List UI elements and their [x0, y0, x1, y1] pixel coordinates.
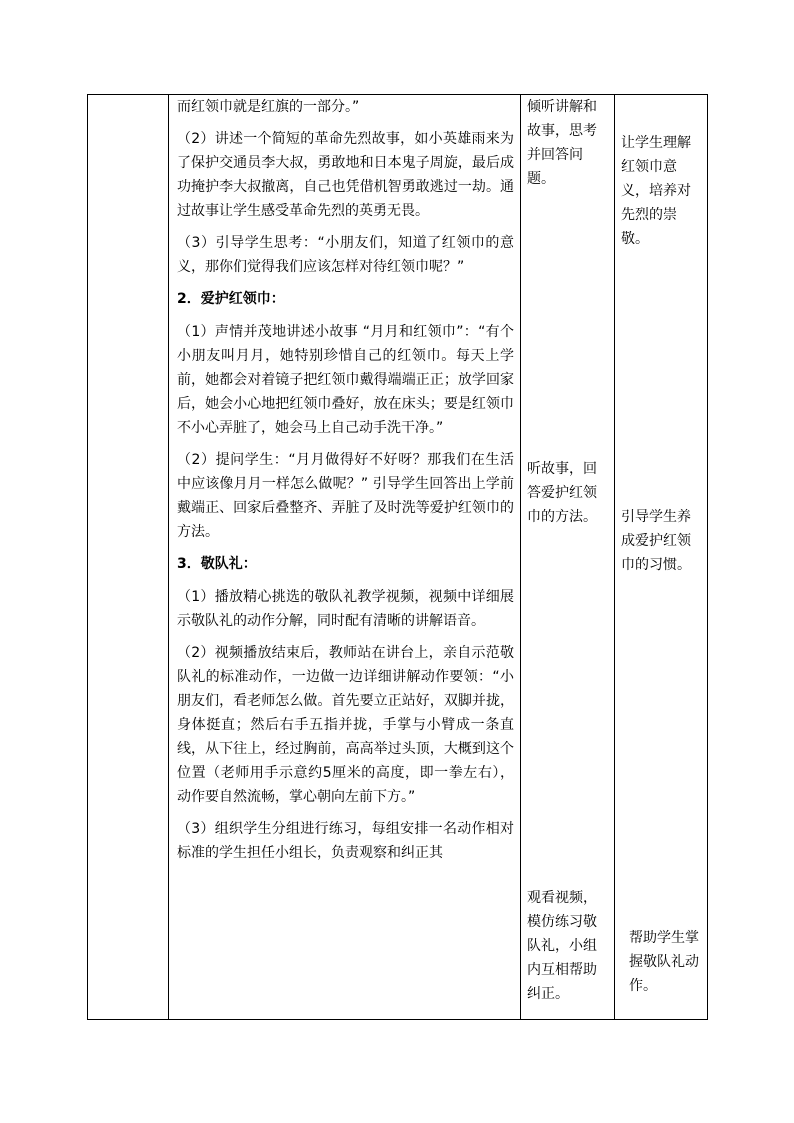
content-paragraph: （3）引导学生思考：“小朋友们，知道了红领巾的意义，那你们觉得我们应该怎样对待红领巾呢？” — [177, 235, 514, 275]
content-paragraph: （2）视频播放结束后，教师站在讲台上，亲自示范敬队礼的标准动作，一边做一边详细讲解动作要领：“小朋友们，看老师怎么做。首先要立正站好，双脚并拢，身体挺直；然后右手五指并拢，手掌与小臂成一条直线，从下往上，经过胸前，高高举过头顶，大概到这个位置（老师用手示意约5厘米的高度，即一拳左右），动作要自然流畅，掌心朝向左前下方。” — [177, 645, 514, 805]
lesson-plan-table — [87, 94, 708, 1020]
design-intent-3: 帮助学生掌握敬队礼动作。 — [629, 930, 699, 994]
section-heading: 3．敬队礼： — [177, 556, 257, 572]
content-paragraph: （1）声情并茂地讲述小故事 “月月和红领巾”：“有个小朋友叫月月，她特别珍惜自己的红领巾。每天上学前，她都会对着镜子把红领巾戴得端端正正；放学回家后，她会小心地把红领巾叠好，放在床头；要是红领巾不小心弄脏了，她会马上自己动手洗干净。” — [177, 324, 514, 436]
teacher-activity-cell — [169, 95, 521, 1020]
teacher-activity-content — [169, 95, 520, 873]
content-paragraph: （3）组织学生分组进行练习，每组安排一名动作相对标准的学生担任小组长，负责观察和纠正其 — [177, 821, 514, 861]
stage-cell — [88, 95, 169, 1020]
content-paragraph: 而红领巾就是红旗的一部分。” — [177, 99, 360, 115]
student-activity-3: 观看视频，模仿练习敬队礼，小组内互相帮助纠正。 — [527, 890, 597, 1002]
student-activity-cell — [521, 95, 615, 1020]
design-intent-2: 引导学生养成爱护红领巾的习惯。 — [621, 509, 691, 573]
content-paragraph: （2）提问学生：“月月做得好不好呀？那我们在生活中应该像月月一样怎么做呢？” 引导学生回答出上学前戴端正、回家后叠整齐、弄脏了及时洗等爱护红领巾的方法。 — [177, 452, 514, 540]
table-row — [88, 95, 708, 1020]
student-activity-1: 倾听讲解和故事，思考并回答问题。 — [527, 99, 597, 187]
section-heading: 2．爱护红领巾： — [177, 291, 285, 307]
design-intent-cell — [615, 95, 708, 1020]
student-activity-2: 听故事，回答爱护红领巾的方法。 — [527, 461, 597, 525]
content-paragraph: （2）讲述一个简短的革命先烈故事，如小英雄雨来为了保护交通员李大叔，勇敢地和日本鬼子周旋，最后成功掩护李大叔撤离，自己也凭借机智勇敢逃过一劫。通过故事让学生感受革命先烈的英勇无畏。 — [177, 131, 514, 219]
content-paragraph: （1）播放精心挑选的敬队礼教学视频，视频中详细展示敬队礼的动作分解，同时配有清晰的讲解语音。 — [177, 589, 514, 629]
design-intent-1: 让学生理解红领巾意义，培养对先烈的崇敬。 — [621, 135, 691, 247]
